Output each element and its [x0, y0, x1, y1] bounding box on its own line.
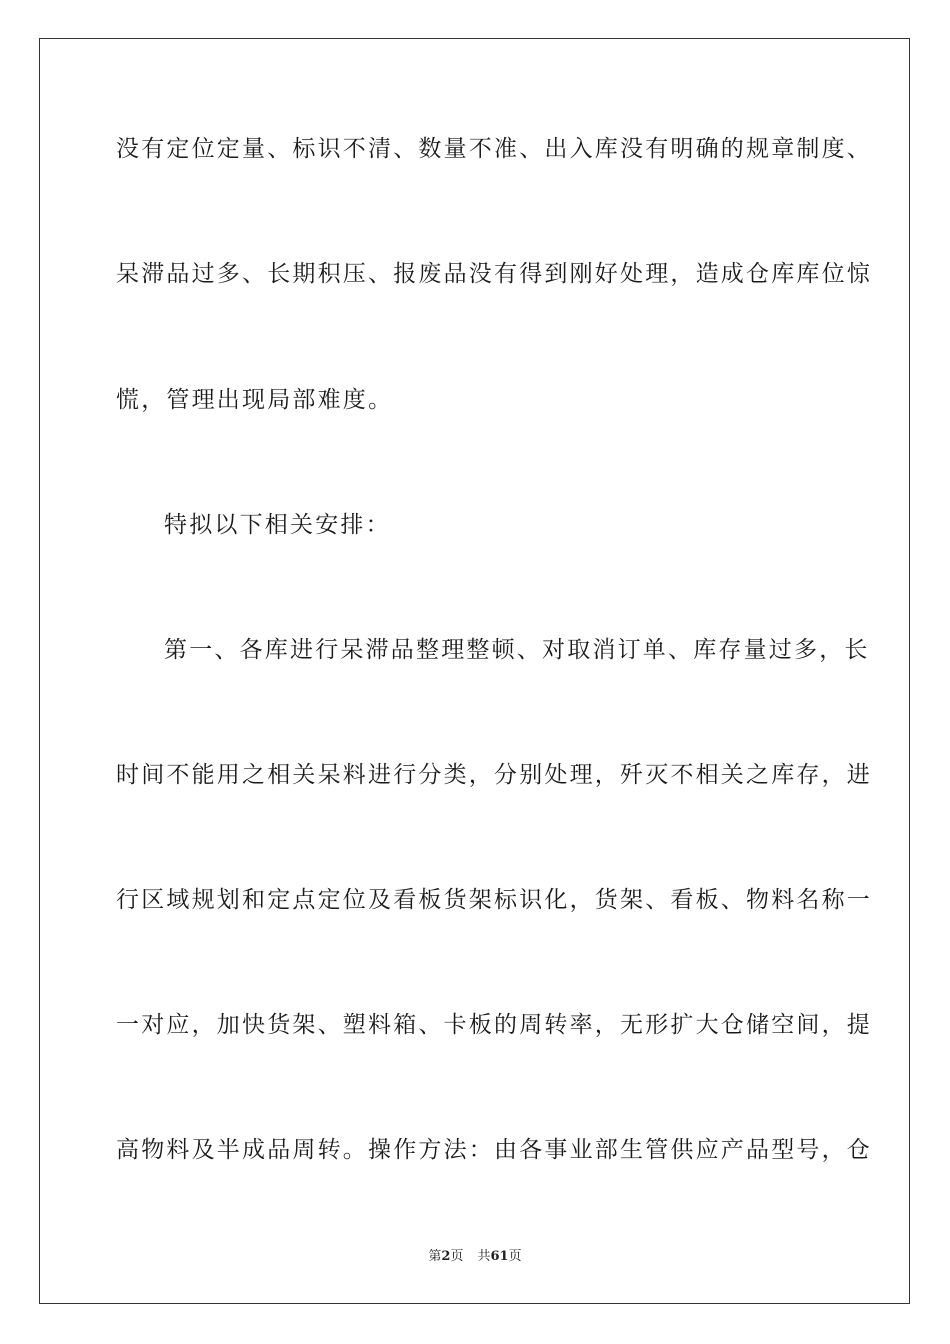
body-line-5: 第一、各库进行呆滞品整理整顿、对取消订单、库存量过多，长	[164, 637, 870, 663]
body-line-6: 时间不能用之相关呆料进行分类，分别处理，歼灭不相关之库存，进	[116, 762, 872, 788]
footer-total-pages: 61	[490, 1249, 509, 1264]
body-line-9: 高物料及半成品周转。操作方法：由各事业部生管供应产品型号，仓	[116, 1137, 872, 1163]
footer-page-prefix: 第	[428, 1249, 442, 1264]
footer-total-prefix: 共	[477, 1249, 491, 1264]
page-footer	[0, 1248, 950, 1266]
body-line-3: 慌，管理出现局部难度。	[116, 387, 394, 413]
body-line-2: 呆滞品过多、长期积压、报废品没有得到刚好处理，造成仓库库位惊	[116, 261, 872, 287]
body-line-8: 一对应，加快货架、塑料箱、卡板的周转率，无形扩大仓储空间，提	[116, 1012, 872, 1038]
footer-total-suffix: 页	[508, 1249, 522, 1264]
body-line-7: 行区域规划和定点定位及看板货架标识化，货架、看板、物料名称一	[116, 887, 872, 913]
page-frame	[39, 38, 910, 1304]
body-line-1: 没有定位定量、标识不清、数量不准、出入库没有明确的规章制度、	[116, 136, 872, 162]
body-line-4: 特拟以下相关安排：	[164, 512, 391, 538]
footer-page-suffix: 页	[450, 1249, 464, 1264]
footer-page-number: 2	[441, 1249, 451, 1264]
